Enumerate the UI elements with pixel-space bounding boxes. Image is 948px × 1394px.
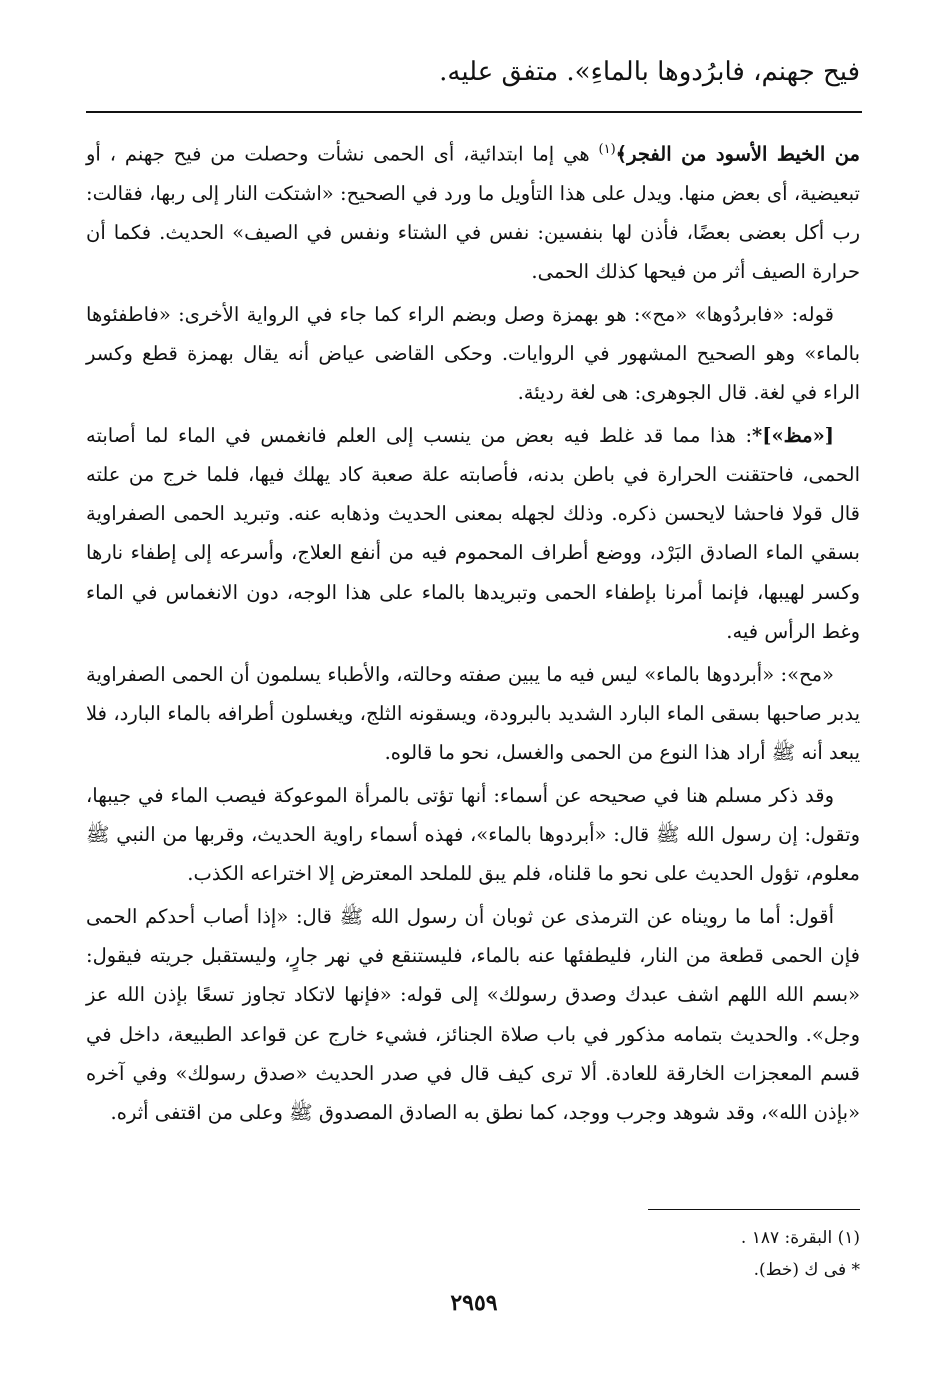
footnote-ref-1: (١) [598,142,616,157]
paragraph-3 [86,416,860,651]
quran-quote: من الخيط الأسود من الفجر﴾ [615,142,860,166]
paragraph-3-text: : هذا مما قد غلط فيه بعض من ينسب إلى العلم فانغمس في الماء لما أصابته الحمى، فاحتقنت الحرارة في باطن بدنه، فأصابته علة صعبة كاد يهلك فيها، فلما خرج من علته قال قولا فاحشا لايحسن ذكره. وذلك لجهله بمعنى الحديث وذهابه عنه. وتبريد الحمى الصفراوية بسقي الماء الصادق البَرْد، ووضع أطراف المحموم فيه من أنفع العلاج، وأسرعه إلى إطفاء نارها وكسر لهيبها، فإنما أمرنا بإطفاء الحمى وتبريدها بالماء على هذا الوجه، دون الانغماس في الماء وغط الرأس فيه. [86,424,860,643]
page-header-continuation: فيح جهنم، فابرُدوها بالماءِ». متفق عليه. [439,57,860,87]
paragraph-6: أقول: أما ما رويناه عن الترمذى عن ثوبان أن رسول الله ﷺ قال: «إذا أصاب أحدكم الحمى فإن الحمى قطعة من النار، فليطفئها عنه بالماء، فليستنقع في نهر جارٍ، وليستقبل جريته فيقول: «بسم الله اللهم اشف عبدك وصدق رسولك» إلى قوله: «فإنها لاتكاد تجاوز تسعًا بإذن الله عز وجل». والحديث بتمامه مذكور في باب صلاة الجنائز، فشيء خارج عن قواعد الطبيعة، داخل في قسم المعجزات الخارقة للعادة. ألا ترى كيف قال في صدر الحديث «صدق رسولك» وفي آخره «بإذن الله»، وقد شوهد وجرب ووجد، كما نطق به الصادق المصدوق ﷺ وعلى من اقتفى أثره. [86,905,860,1124]
footnote-divider [648,1209,860,1210]
paragraph-1-text: هي إما ابتدائية، أى الحمى نشأت وحصلت من فيح جهنم ، أو تبعيضية، أى بعض منها. ويدل على هذا التأويل ما ورد في الصحيح: «اشتكت النار إلى ربها، فقالت: رب أكل بعضى بعضًا، فأذن لها بنفسين: نفس في الشتاء ونفس في الصيف» الحديث. فكما أن حرارة الصيف أثر من فيحها كذلك الحمى. [86,142,860,283]
paragraph-5: وقد ذكر مسلم هنا في صحيحه عن أسماء: أنها تؤتى بالمرأة الموعوكة فيصب الماء في جيبها، وتقول: إن رسول الله ﷺ قال: «أبردوها بالماء»، فهذه أسماء راوية الحديث، وقربها من النبي ﷺ معلوم، تؤول الحديث على نحو ما قلناه، فلم يبق للملحد المعترض إلا اختراعه الكذب. [86,784,860,886]
header-divider [86,111,862,113]
paragraph-4: «مح»: «أبردوها بالماء» ليس فيه ما يبين صفته وحالته، والأطباء يسلمون أن الحمى الصفراوية يدبر صاحبها بسقى الماء البارد الشديد بالبرودة، ويسقونه الثلج، ويغسلون أطرافه بالماء البارد، فلا يبعد أنه ﷺ أراد هذا النوع من الحمى والغسل، نحو ما قالوه. [86,662,860,764]
footnote-1: (١) البقرة: ١٨٧ . [740,1228,860,1248]
paragraph-2: قوله: «فابردُوها» «مح»: هو بهمزة وصل وبضم الراء كما جاء في الرواية الأخرى: «فاطفئوها بالماء» وهو الصحيح المشهور في الروايات. وحكى القاضى عياض أنه يقال بهمزة قطع وكسر الراء في لغة. قال الجوهرى: هى لغة رديئة. [86,302,860,405]
paragraph-1 [86,130,860,291]
page-number: ٢٩٥٩ [450,1290,498,1316]
commentary-body [86,130,860,1136]
footnote-2: * فى ك (خط). [753,1260,860,1280]
source-marker-mz: [«مظ»]* [752,424,834,448]
footnotes [86,1222,860,1286]
